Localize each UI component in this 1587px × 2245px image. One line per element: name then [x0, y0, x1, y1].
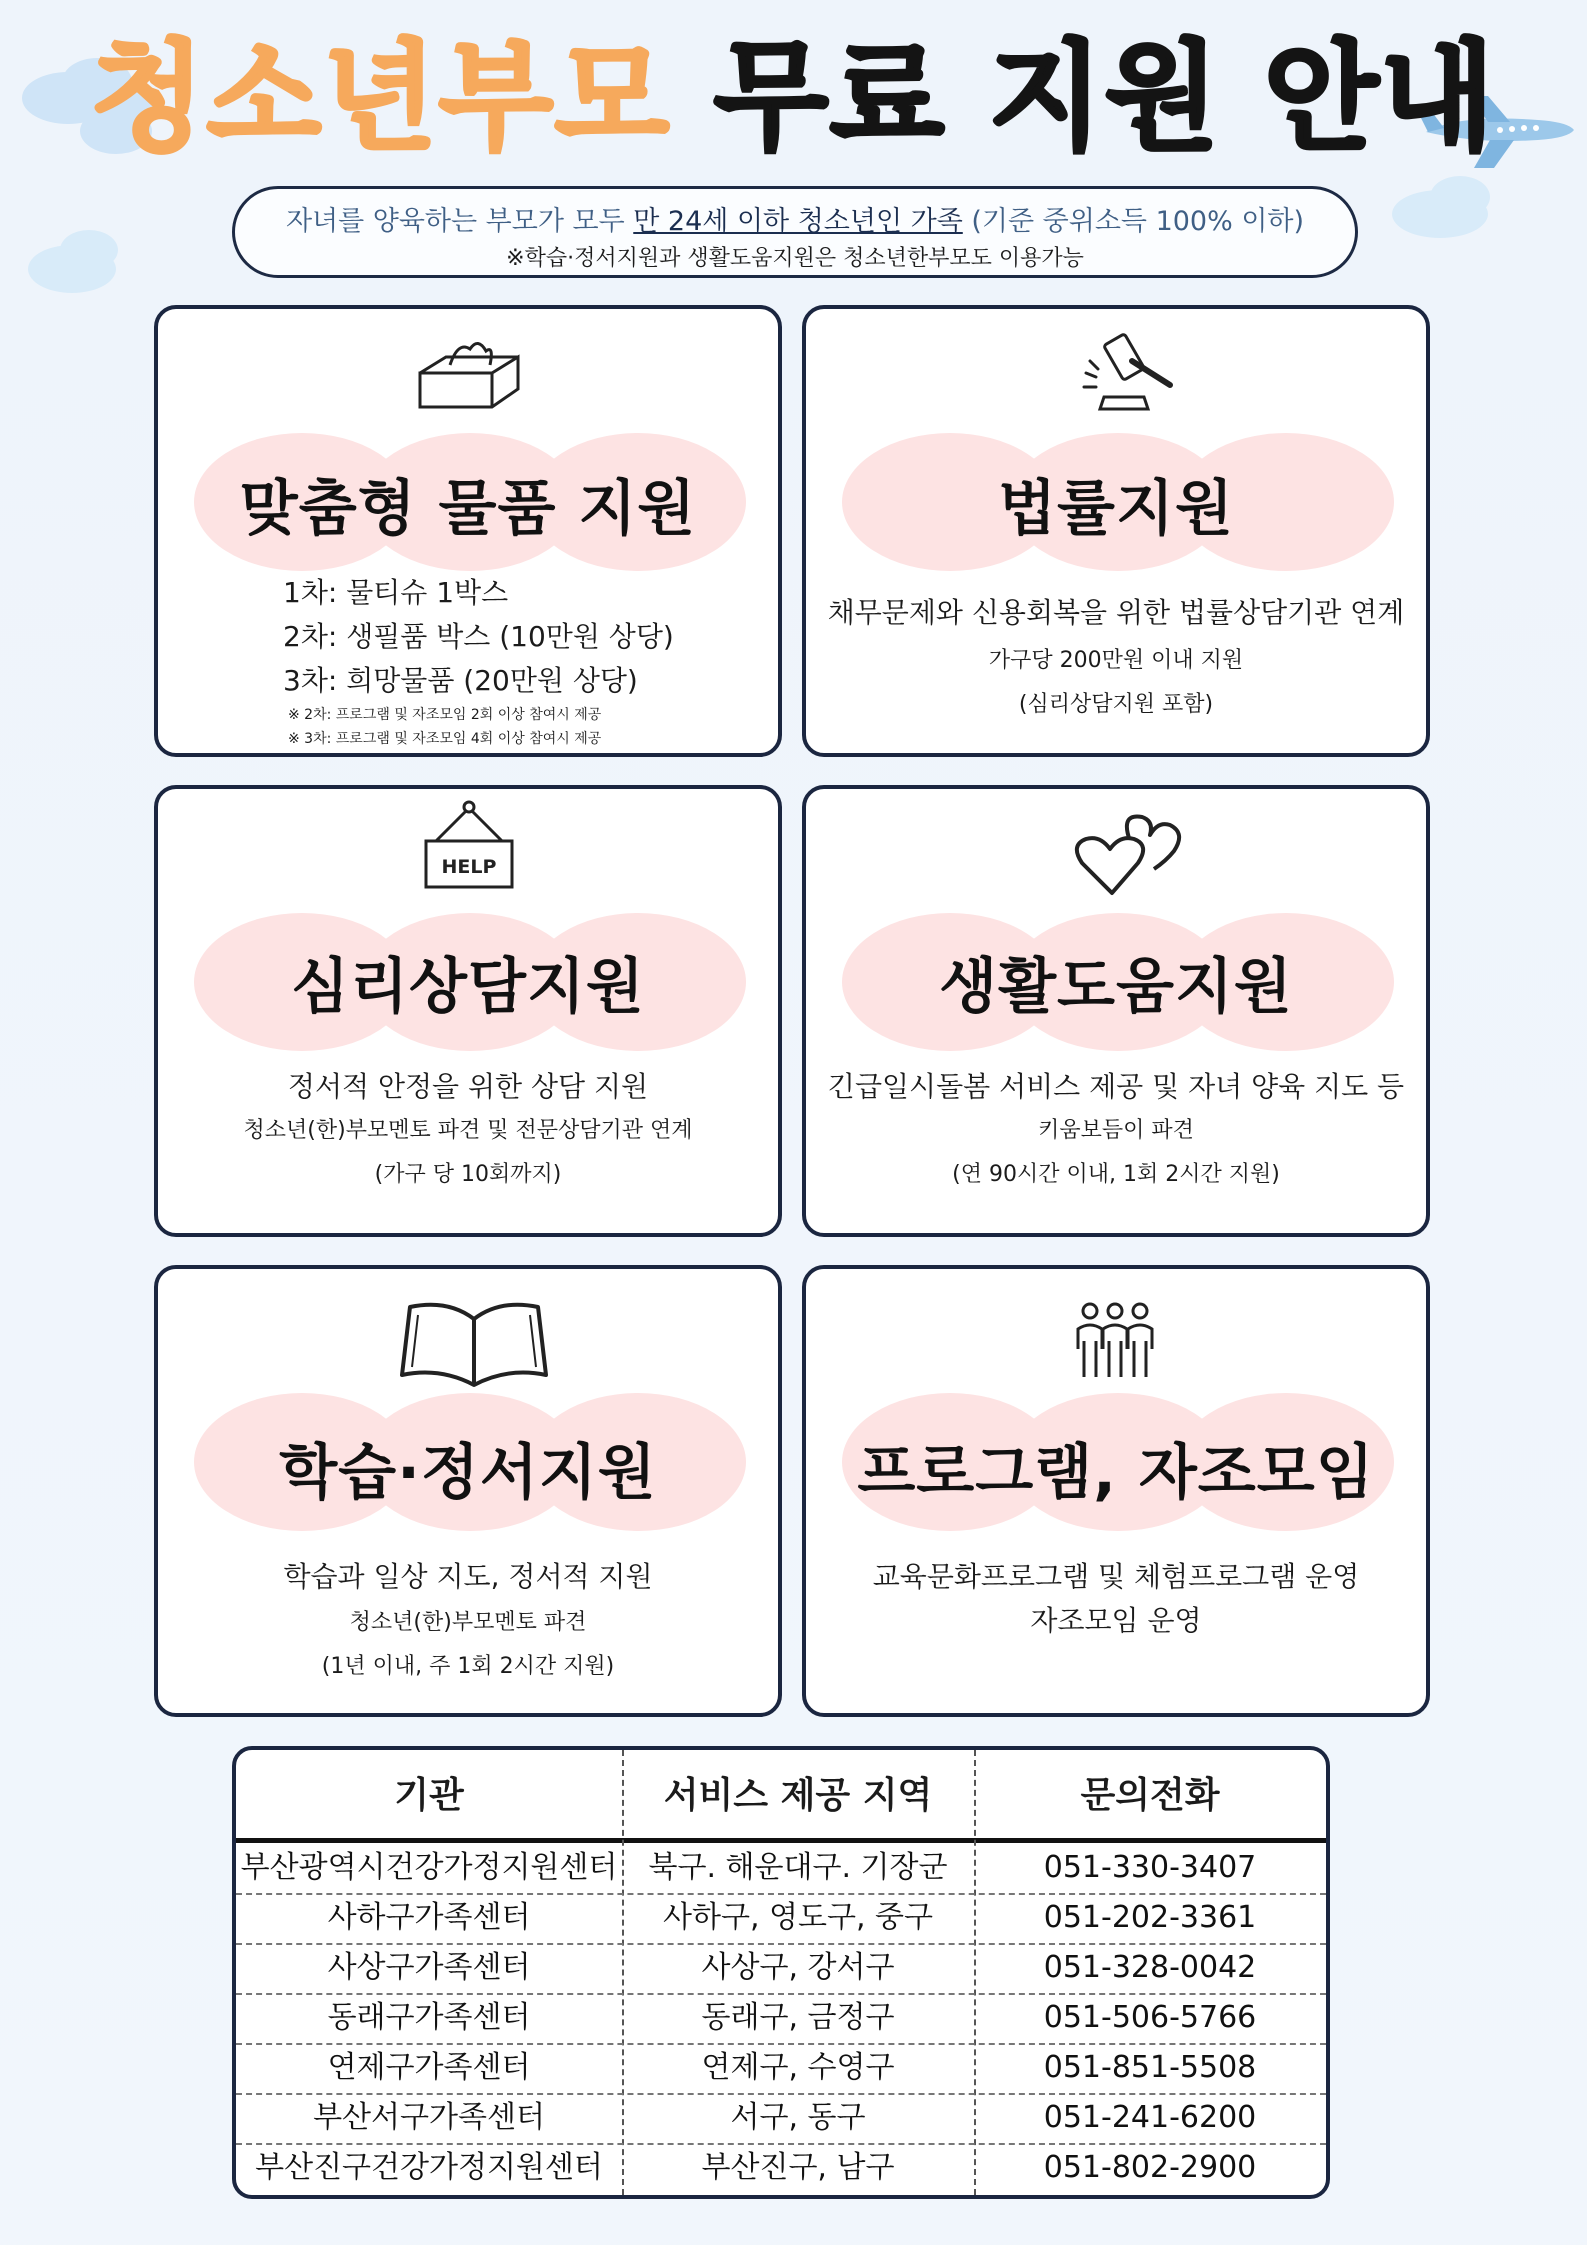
agency-cell: 부산진구건강가정지원센터	[255, 2150, 603, 2185]
table-row	[236, 2093, 1326, 2145]
contact-table	[232, 1746, 1330, 2199]
page-title	[0, 28, 1587, 166]
legal-line-3: (심리상담지원 포함)	[1018, 692, 1214, 717]
title-rest: 무료 지원 안내	[713, 28, 1497, 166]
eligibility-income: (기준 중위소득 100% 이하)	[971, 206, 1305, 237]
counsel-line-3: (가구 당 10회까지)	[374, 1162, 562, 1187]
gavel-icon	[1078, 327, 1178, 417]
hearts-icon	[1070, 801, 1186, 901]
life-line-2: 키움보듬이 파견	[1038, 1118, 1194, 1143]
study-line-1: 학습과 일상 지도, 정서적 지원	[283, 1560, 653, 1593]
table-row	[236, 1943, 1326, 1995]
agency-cell: 연제구가족센터	[327, 2050, 531, 2085]
help-sign-text: HELP	[441, 856, 497, 878]
agency-cell: 동래구가족센터	[327, 2000, 531, 2035]
cloud-decoration	[1430, 176, 1490, 218]
table-row	[236, 2143, 1326, 2193]
goods-item-3: 3차: 희망물품 (20만원 상당)	[283, 664, 638, 697]
card-counseling-support	[154, 785, 782, 1237]
eligibility-note: ※학습·정서지원과 생활도움지원은 청소년한부모도 이용가능	[506, 246, 1084, 271]
cloud-decoration	[60, 230, 118, 270]
phone-cell: 051-802-2900	[1043, 2150, 1257, 2185]
agency-cell: 부산광역시건강가정지원센터	[240, 1850, 618, 1885]
card-goods-support	[154, 305, 782, 757]
eligibility-banner	[232, 186, 1358, 278]
phone-cell: 051-241-6200	[1043, 2100, 1257, 2135]
agency-cell: 부산서구가족센터	[313, 2100, 545, 2135]
card-title: 학습·정서지원	[279, 1438, 657, 1508]
study-line-2: 청소년(한)부모멘토 파견	[349, 1610, 587, 1635]
phone-cell: 051-851-5508	[1043, 2050, 1257, 2085]
counsel-line-1: 정서적 안정을 위한 상담 지원	[287, 1070, 649, 1103]
table-row	[236, 2043, 1326, 2095]
program-line-2: 자조모임 운영	[1030, 1604, 1202, 1637]
table-header-phone: 문의전화	[1080, 1775, 1220, 1816]
goods-note-2: ※ 3차: 프로그램 및 자조모임 4회 이상 참여시 제공	[288, 731, 602, 747]
legal-line-1: 채무문제와 신용회복을 위한 법률상담기관 연계	[827, 596, 1405, 629]
card-study-support	[154, 1265, 782, 1717]
counsel-line-2: 청소년(한)부모멘토 파견 및 전문상담기관 연계	[243, 1118, 693, 1143]
card-title: 법률지원	[998, 474, 1234, 544]
eligibility-pre: 자녀를 양육하는 부모가 모두	[285, 206, 625, 237]
region-cell: 서구, 동구	[730, 2100, 866, 2135]
card-program-support	[802, 1265, 1430, 1717]
region-cell: 북구. 해운대구. 기장군	[648, 1850, 948, 1885]
tissue-box-icon	[414, 337, 524, 413]
region-cell: 사하구, 영도구, 중구	[663, 1900, 933, 1935]
goods-note-1: ※ 2차: 프로그램 및 자조모임 2회 이상 참여시 제공	[288, 707, 602, 723]
card-life-support	[802, 785, 1430, 1237]
program-line-1: 교육문화프로그램 및 체험프로그램 운영	[872, 1560, 1360, 1593]
agency-cell: 사하구가족센터	[327, 1900, 531, 1935]
table-row	[236, 1893, 1326, 1945]
region-cell: 연제구, 수영구	[701, 2050, 895, 2085]
life-line-3: (연 90시간 이내, 1회 2시간 지원)	[952, 1162, 1280, 1187]
card-legal-support	[802, 305, 1430, 757]
eligibility-line	[235, 199, 1355, 238]
study-line-3: (1년 이내, 주 1회 2시간 지원)	[321, 1654, 615, 1679]
table-header-agency: 기관	[394, 1775, 464, 1816]
card-title: 프로그램, 자조모임	[857, 1438, 1375, 1508]
goods-item-2: 2차: 생필품 박스 (10만원 상당)	[283, 620, 674, 653]
table-row	[236, 1993, 1326, 2045]
table-row	[236, 1843, 1326, 1895]
people-group-icon	[1072, 1301, 1158, 1381]
agency-cell: 사상구가족센터	[327, 1950, 531, 1985]
phone-cell: 051-506-5766	[1043, 2000, 1257, 2035]
title-highlight: 청소년부모	[90, 28, 671, 166]
region-cell: 동래구, 금정구	[701, 2000, 895, 2035]
help-sign-icon	[422, 799, 516, 891]
phone-cell: 051-330-3407	[1043, 1850, 1257, 1885]
open-book-icon	[394, 1297, 554, 1389]
region-cell: 부산진구, 남구	[701, 2150, 895, 2185]
life-line-1: 긴급일시돌봄 서비스 제공 및 자녀 양육 지도 등	[827, 1070, 1405, 1103]
legal-line-2: 가구당 200만원 이내 지원	[988, 648, 1244, 673]
phone-cell: 051-202-3361	[1043, 1900, 1257, 1935]
card-title: 맞춤형 물품 지원	[239, 474, 697, 544]
eligibility-age: 만 24세 이하 청소년인 가족	[633, 206, 963, 237]
table-body	[236, 1843, 1326, 2195]
card-title: 생활도움지원	[939, 952, 1293, 1022]
goods-item-1: 1차: 물티슈 1박스	[283, 576, 509, 609]
region-cell: 사상구, 강서구	[701, 1950, 895, 1985]
card-title: 심리상담지원	[291, 952, 645, 1022]
table-header-region: 서비스 제공 지역	[663, 1775, 933, 1816]
phone-cell: 051-328-0042	[1043, 1950, 1257, 1985]
